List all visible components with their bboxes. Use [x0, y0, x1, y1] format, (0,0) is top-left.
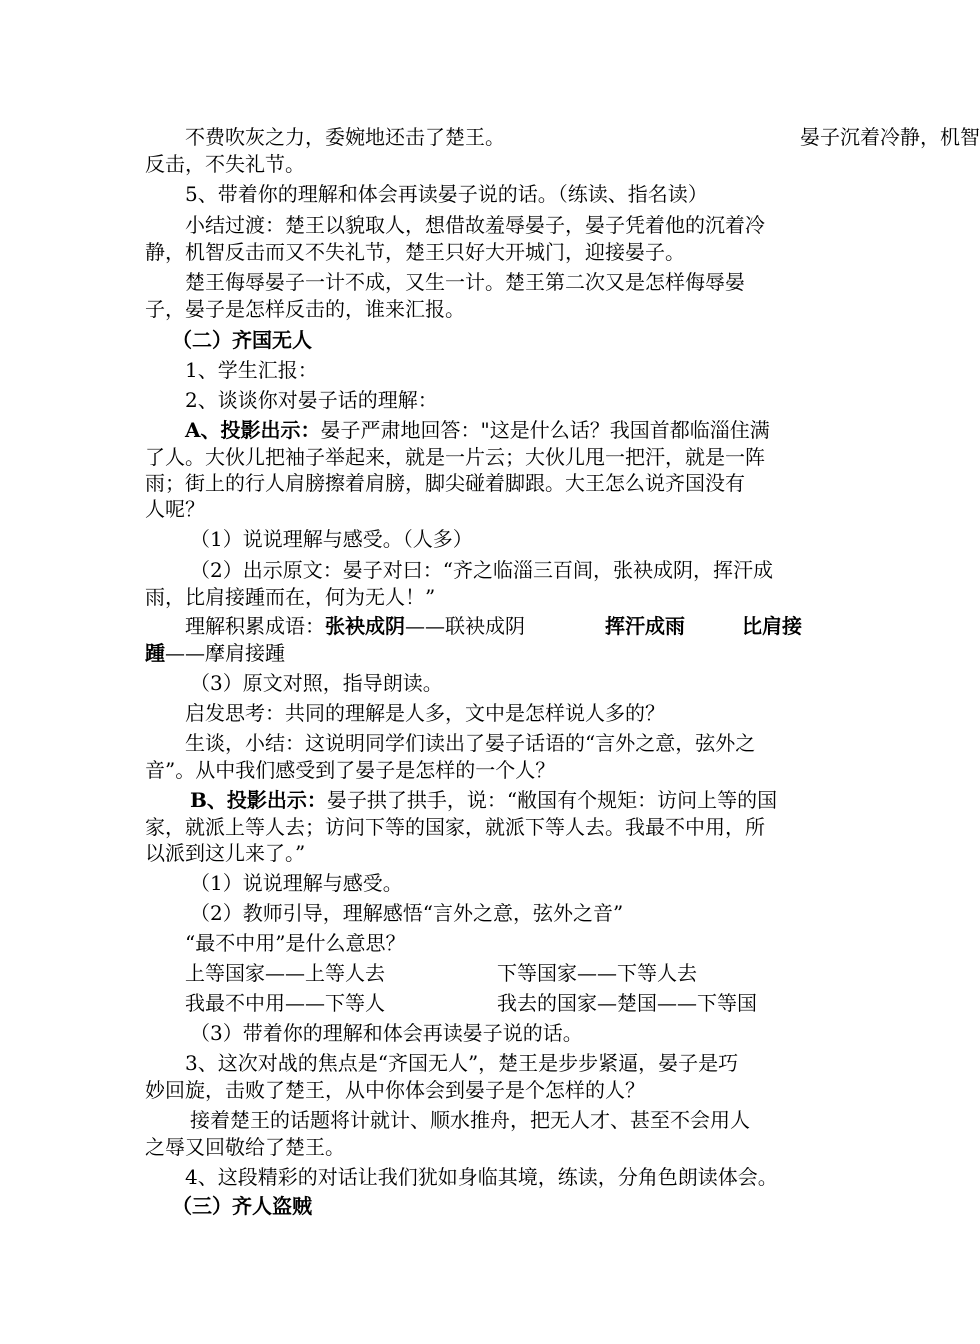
text-run: 晏子沉着冷静，机智 — [800, 125, 980, 149]
idiom-bold: 挥汗成雨 — [605, 614, 685, 638]
paragraph-line: （1）说说理解与感受。（人多） — [190, 527, 473, 551]
paragraph-line: 雨；街上的行人肩膀擦着肩膀，脚尖碰着脚跟。大王怎么说齐国没有 — [145, 471, 745, 495]
idiom-bold: 比肩接 — [742, 614, 802, 638]
paragraph-line — [185, 990, 810, 1016]
paragraph-line: （1）说说理解与感受。 — [190, 871, 403, 895]
paragraph-line — [190, 787, 810, 813]
paragraph-line: 妙回旋，击败了楚王，从中你体会到晏子是个怎样的人？ — [145, 1078, 645, 1102]
paragraph-line — [185, 124, 980, 150]
paragraph-line: 4、这段精彩的对话让我们犹如身临其境，练读，分角色朗读体会。 — [185, 1165, 778, 1189]
paragraph-line: 以派到这儿来了。” — [145, 841, 306, 865]
paragraph-line: 生谈，小结：这说明同学们读出了晏子话语的“言外之意，弦外之 — [185, 731, 756, 755]
paragraph-line: “最不中用”是什么意思？ — [185, 931, 406, 955]
paragraph-line: 音”。从中我们感受到了晏子是怎样的一个人？ — [145, 758, 556, 782]
paragraph-line: 启发思考：共同的理解是人多，文中是怎样说人多的？ — [185, 701, 665, 725]
paragraph-line: 3、这次对战的焦点是“齐国无人”，楚王是步步紧逼，晏子是巧 — [185, 1051, 739, 1075]
paragraph-line: 1、学生汇报： — [185, 358, 318, 382]
text-run: 晏子严肃地回答："这是什么话？我国首都临淄住满 — [320, 418, 770, 442]
paragraph-line: 子，晏子是怎样反击的，谁来汇报。 — [145, 297, 465, 321]
paragraph-line: （3）带着你的理解和体会再读晏子说的话。 — [190, 1021, 583, 1045]
paragraph-line: 楚王侮辱晏子一计不成，又生一计。楚王第二次又是怎样侮辱晏 — [185, 270, 745, 294]
text-run: 晏子拱了拱手，说：“敝国有个规矩：访问上等的国 — [326, 788, 778, 812]
text-run: 我最不中用——下等人 — [185, 991, 385, 1015]
paragraph-line: 2、谈谈你对晏子话的理解： — [185, 388, 438, 412]
paragraph-line: 5、带着你的理解和体会再读晏子说的话。（练读、指名读） — [185, 182, 708, 206]
text-run: ——联袂成阴 — [405, 614, 525, 638]
paragraph-line: 接着楚王的话题将计就计、顺水推舟，把无人才、甚至不会用人 — [190, 1108, 750, 1132]
text-run: 下等国家——下等人去 — [497, 961, 697, 985]
section-heading: （二）齐国无人 — [172, 328, 312, 352]
section-heading: （三）齐人盗贼 — [172, 1194, 312, 1218]
paragraph-line: （2）出示原文：晏子对曰：“齐之临淄三百闾，张袂成阴，挥汗成 — [190, 558, 773, 582]
text-run: 上等国家——上等人去 — [185, 961, 385, 985]
label-bold: B、投影出示： — [190, 788, 327, 812]
text-run: 我去的国家—楚国——下等国 — [497, 991, 757, 1015]
paragraph-line: 家，就派上等人去；访问下等的国家，就派下等人去。我最不中用，所 — [145, 815, 765, 839]
text-run: 不费吹灰之力，委婉地还击了楚王。 — [185, 125, 505, 149]
paragraph-line — [185, 960, 810, 986]
label-bold: A、投影出示： — [185, 418, 321, 442]
paragraph-line: （2）教师引导，理解感悟“言外之意，弦外之音” — [190, 901, 624, 925]
paragraph-line: 小结过渡：楚王以貌取人，想借故羞辱晏子，晏子凭着他的沉着冷 — [185, 213, 765, 237]
idiom-bold: 踵 — [145, 641, 165, 665]
paragraph-line: 人呢？ — [145, 497, 205, 521]
idiom-bold: 张袂成阴 — [325, 614, 405, 638]
paragraph-line: 了人。大伙儿把袖子举起来，就是一片云；大伙儿甩一把汗，就是一阵 — [145, 445, 765, 469]
text-run: ——摩肩接踵 — [165, 641, 285, 665]
paragraph-line: 雨，比肩接踵而在，何为无人！” — [145, 585, 436, 609]
paragraph-line: 反击，不失礼节。 — [145, 152, 305, 176]
paragraph-line — [185, 417, 810, 443]
text-run: 理解积累成语： — [185, 614, 325, 638]
paragraph-line: 之辱又回敬给了楚王。 — [145, 1135, 345, 1159]
paragraph-line: （3）原文对照，指导朗读。 — [190, 671, 443, 695]
paragraph-line — [185, 613, 810, 639]
paragraph-line — [145, 640, 810, 666]
paragraph-line: 静，机智反击而又不失礼节，楚王只好大开城门，迎接晏子。 — [145, 240, 685, 264]
